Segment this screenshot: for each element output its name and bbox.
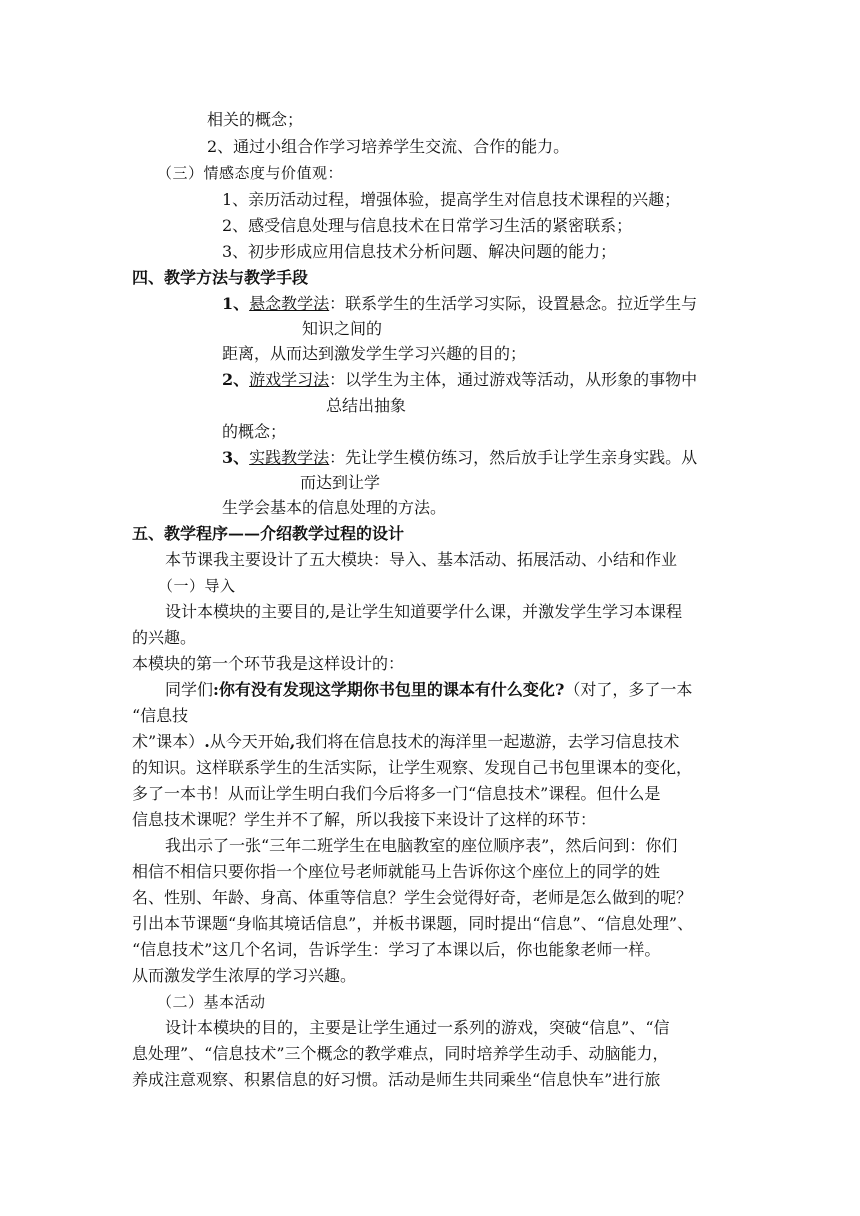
paragraph-line: 本模块的第一个环节我是这样设计的： <box>132 654 405 673</box>
section-heading: 五、教学程序——介绍教学过程的设计 <box>132 524 405 543</box>
paragraph-line: 从而激发学生浓厚的学习兴趣。 <box>132 966 357 985</box>
paragraph-line <box>165 678 692 702</box>
paragraph-line: 设计本模块的目的，主要是让学生通过一系列的游戏，突破“信息”、“信 <box>165 1018 670 1037</box>
method-name: 悬念教学法 <box>249 294 330 313</box>
text-run: 同学们 <box>165 680 214 699</box>
paragraph-line: 信息技术课呢？学生并不了解，所以我接下来设计了这样的环节： <box>132 810 597 829</box>
objective-item: 2、感受信息处理与信息技术在日常学习生活的紧密联系； <box>222 216 633 235</box>
section-heading: 四、教学方法与教学手段 <box>132 268 309 287</box>
subsection-heading: （三）情感态度与价值观： <box>157 164 344 182</box>
method-item <box>222 292 697 316</box>
objective-item: 3、初步形成应用信息技术分析问题、解决问题的能力； <box>222 242 617 261</box>
text-run: ? <box>554 680 565 699</box>
paragraph-line: 我出示了一张“三年二班学生在电脑教室的座位顺序表”，然后问到：你们 <box>165 836 678 855</box>
objective-item: 2、通过小组合作学习培养学生交流、合作的能力。 <box>207 137 570 156</box>
text-line: 相关的概念； <box>207 110 304 129</box>
method-text: ：先让学生模仿练习，然后放手让学生亲身实践。从 <box>329 448 698 467</box>
subsection-heading: （二）基本活动 <box>157 993 266 1011</box>
paragraph-line: 息处理”、“信息技术”三个概念的教学难点，同时培养学生动手、动脑能力， <box>132 1044 669 1063</box>
objective-item: 1、亲历活动过程，增强体验，提高学生对信息技术课程的兴趣； <box>222 190 681 209</box>
text-run: 我们将在信息技术的海洋里一起遨游，去学习信息技术 <box>295 732 680 751</box>
text-line: 的概念； <box>222 422 287 441</box>
text-run: 术”课本） <box>132 732 205 751</box>
paragraph-line: “信息技术”这几个名词，告诉学生：学习了本课以后，你也能象老师一样。 <box>132 940 661 959</box>
paragraph-line: 名、性别、年龄、身高、体重等信息？学生会觉得好奇，老师是怎么做到的呢？ <box>132 888 693 907</box>
text-line: 知识之间的 <box>302 319 383 338</box>
paragraph-line: 养成注意观察、积累信息的好习惯。活动是师生共同乘坐“信息快车”进行旅 <box>132 1070 661 1089</box>
item-number: 3、 <box>222 448 250 467</box>
paragraph-line: 引出本节课题“身临其境话信息”，并板书课题，同时提出“信息”、“信息处理”、 <box>132 914 694 933</box>
method-name: 实践教学法 <box>249 448 330 467</box>
paragraph-line: 的知识。这样联系学生的生活实际，让学生观察、发现自己书包里课本的变化， <box>132 758 693 777</box>
text-line: 距离，从而达到激发学生学习兴趣的目的； <box>222 344 527 363</box>
text-run: . <box>204 732 210 751</box>
paragraph-line: “信息技 <box>132 706 189 725</box>
text-line: 总结出抽象 <box>326 396 407 415</box>
paragraph-line: 相信不相信只要你指一个座位号老师就能马上告诉你这个座位上的同学的姓 <box>132 862 661 881</box>
paragraph-line: 设计本模块的主要目的,是让学生知道要学什么课，并激发学生学习本课程 <box>165 602 683 621</box>
text-line: 生学会基本的信息处理的方法。 <box>222 498 447 517</box>
method-item <box>222 368 697 392</box>
method-text: ：联系学生的生活学习实际，设置悬念。拉近学生与 <box>329 294 698 313</box>
paragraph-line: 本节课我主要设计了五大模块：导入、基本活动、拓展活动、小结和作业 <box>165 550 678 569</box>
method-item <box>222 446 697 470</box>
text-run: :你有没有发现这学期你书包里的课本有什么变化 <box>213 680 555 699</box>
method-text: ：以学生为主体，通过游戏等活动，从形象的事物中 <box>329 370 698 389</box>
text-run: , <box>289 732 296 751</box>
paragraph-line <box>132 730 679 754</box>
item-number: 1、 <box>222 294 250 313</box>
item-number: 2、 <box>222 370 250 389</box>
paragraph-line: 多了一本书！从而让学生明白我们今后将多一门“信息技术”课程。但什么是 <box>132 784 661 803</box>
paragraph-line: 的兴趣。 <box>132 628 197 647</box>
text-run: （对了，多了一本 <box>564 680 693 699</box>
text-run: 从今天开始 <box>209 732 290 751</box>
subsection-heading: （一）导入 <box>158 577 236 595</box>
text-line: 而达到让学 <box>300 473 381 492</box>
method-name: 游戏学习法 <box>249 370 330 389</box>
